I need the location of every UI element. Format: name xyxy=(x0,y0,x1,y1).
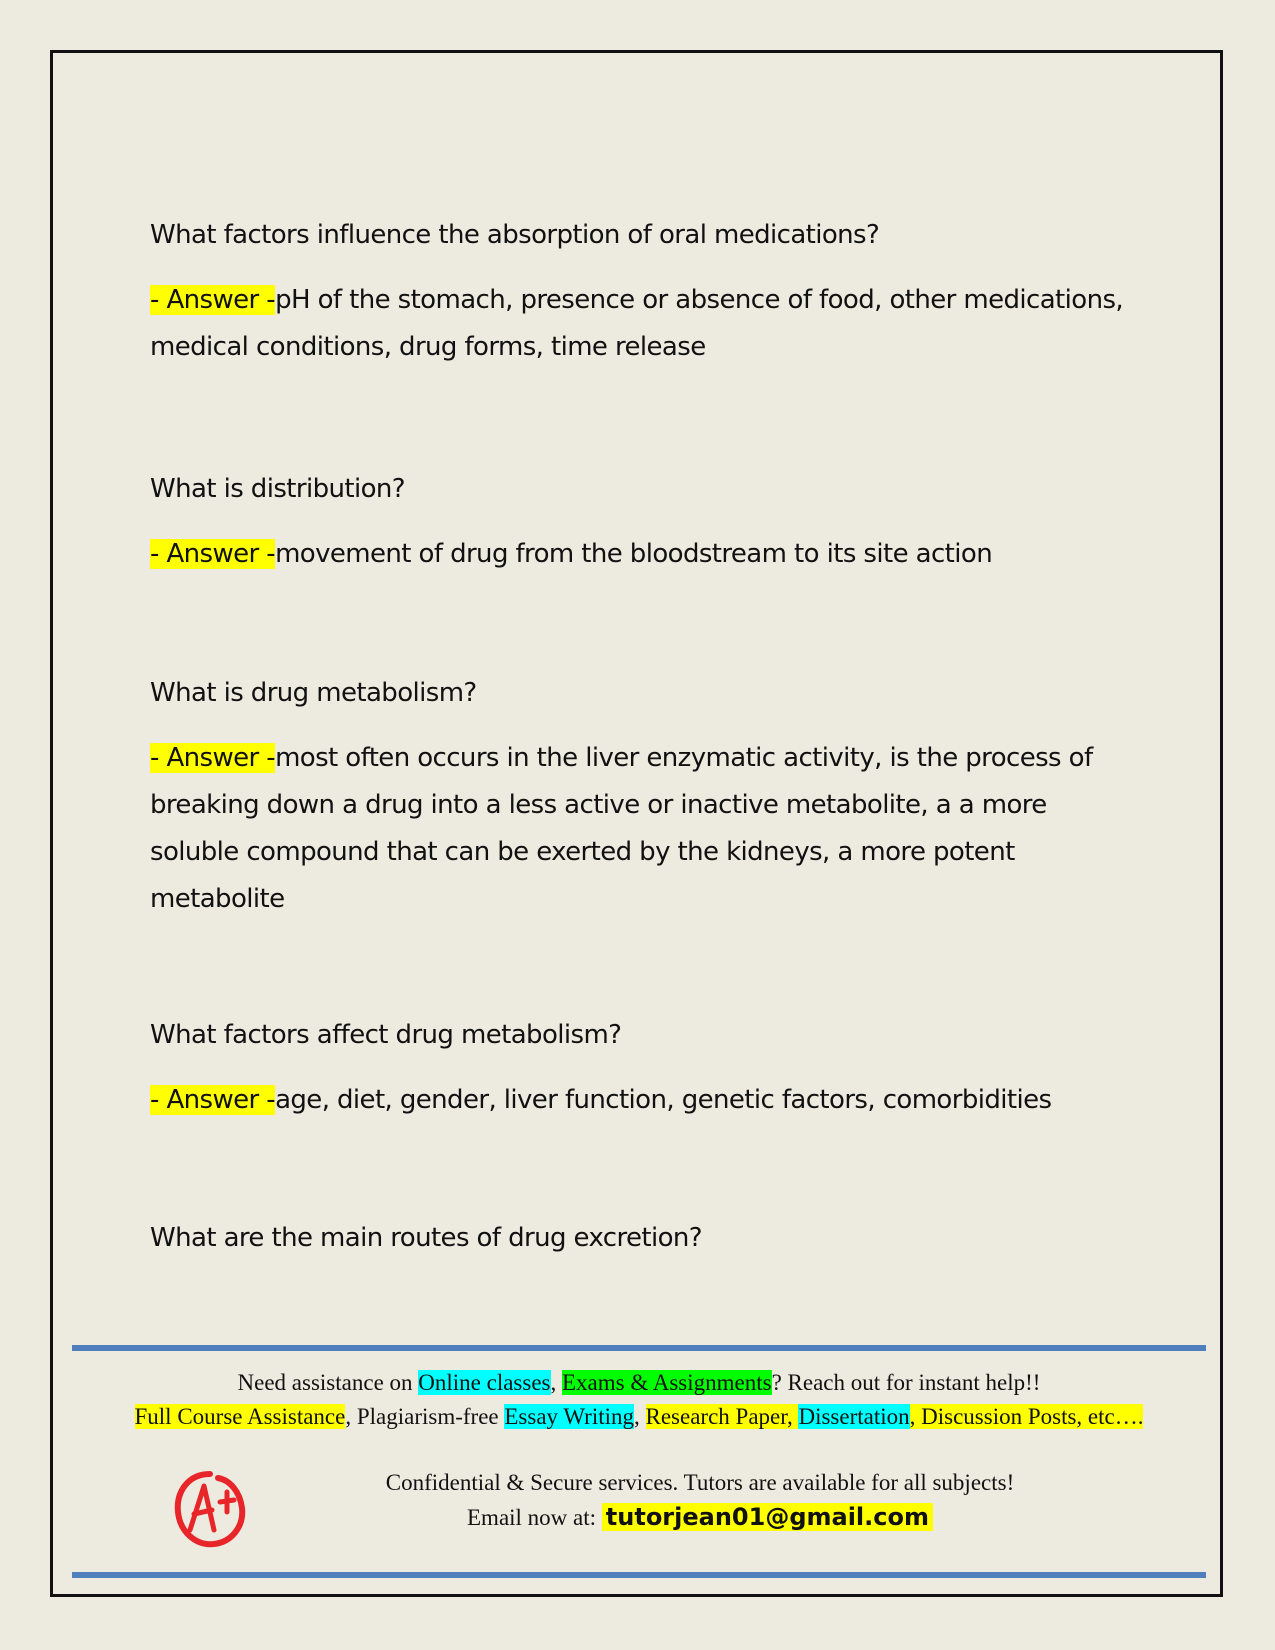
answer-text: most often occurs in the liver enzymatic activity, is the process of breaking down a drug into a less active or inactive metabolite, a a more soluble compound that can be exerted by the kidneys, a more potent metabolite xyxy=(150,743,1093,914)
email-link[interactable]: tutorjean01@gmail.com xyxy=(602,1503,933,1531)
question: What is distribution? xyxy=(150,474,405,504)
email-label: Email now at: xyxy=(467,1505,602,1530)
answer-label: - Answer - xyxy=(150,743,276,773)
question: What factors influence the absorption of oral medications? xyxy=(150,220,880,250)
qa-item-1 xyxy=(150,212,1140,371)
highlight-online-classes: Online classes xyxy=(418,1370,551,1395)
footer-bottom-rule xyxy=(72,1572,1206,1578)
question: What are the main routes of drug excretion? xyxy=(150,1223,703,1253)
answer xyxy=(150,1077,1140,1124)
qa-item-2 xyxy=(150,466,1140,578)
question: What is drug metabolism? xyxy=(150,678,477,708)
footer-email-line xyxy=(200,1502,1200,1533)
footer-line-3: Confidential & Secure services. Tutors are available for all subjects! xyxy=(385,1470,1015,1495)
highlight-discussion-posts: , Discussion Posts, etc…. xyxy=(909,1404,1144,1429)
footer-line-1: Need assistance on Online classes, Exams & Assignments? Reach out for instant help!! xyxy=(237,1370,1041,1395)
highlight-dissertation: Dissertation xyxy=(798,1404,910,1429)
answer-label: - Answer - xyxy=(150,539,276,569)
answer-label: - Answer - xyxy=(150,285,276,315)
footer-line-2: Full Course Assistance, Plagiarism-free Essay Writing, Research Paper, Dissertation, Discussion Posts, etc…. xyxy=(134,1404,1144,1429)
qa-item-5 xyxy=(150,1215,1140,1262)
answer xyxy=(150,531,1140,578)
qa-item-3 xyxy=(150,670,1140,923)
highlight-essay-writing: Essay Writing xyxy=(504,1404,634,1429)
answer-text: age, diet, gender, liver function, genetic factors, comorbidities xyxy=(275,1085,1052,1115)
footer-top-rule xyxy=(72,1345,1206,1351)
answer xyxy=(150,277,1140,371)
highlight-exams-assignments: Exams & Assignments xyxy=(562,1370,772,1395)
highlight-full-course: Full Course Assistance xyxy=(134,1404,346,1429)
qa-item-4 xyxy=(150,1012,1140,1124)
answer-text: movement of drug from the bloodstream to its site action xyxy=(275,539,993,569)
answer-label: - Answer - xyxy=(150,1085,276,1115)
highlight-research-paper: Research Paper, xyxy=(645,1404,799,1429)
question: What factors affect drug metabolism? xyxy=(150,1020,622,1050)
answer-text: pH of the stomach, presence or absence of food, other medications, medical conditions, drug forms, time release xyxy=(150,285,1124,362)
answer xyxy=(150,735,1140,923)
